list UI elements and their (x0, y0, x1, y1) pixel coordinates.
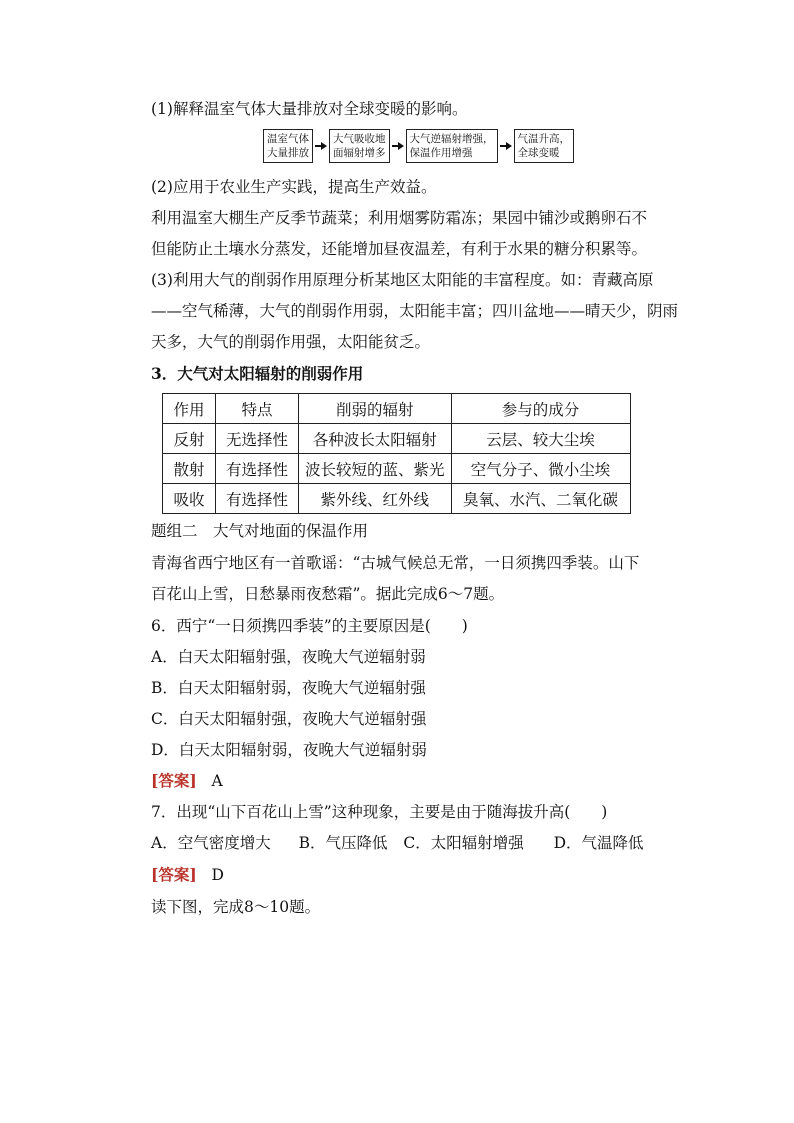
read-figure-instruction: 读下图，完成8～10题。 (151, 898, 321, 916)
table-header-cell: 参与的成分 (451, 394, 630, 424)
flow-box-1-line-2: 大量排放 (267, 147, 309, 159)
q6-option-a: A．白天太阳辐射强，夜晚大气逆辐射弱 (151, 648, 426, 666)
answer-value: D (211, 866, 224, 884)
arrow-right-icon (392, 141, 404, 151)
intro-line-2: 百花山上雪，日愁暴雨夜愁霜”。据此完成6～7题。 (151, 585, 505, 603)
table-header-row (163, 394, 631, 424)
p2-title: (2)应用于农业生产实践，提高生产效益。 (151, 178, 437, 196)
table-cell: 反射 (163, 424, 216, 454)
p3-body-line-1: (3)利用大气的削弱作用原理分析某地区太阳能的丰富程度。如：青藏高原 (151, 271, 654, 289)
arrow-right-icon (315, 141, 327, 151)
answer-value: A (211, 772, 223, 790)
table-cell: 空气分子、微小尘埃 (451, 454, 630, 484)
flow-box-3 (406, 129, 498, 163)
q7-option-d: D．气温降低 (553, 834, 644, 852)
flow-box-4 (514, 129, 575, 163)
q7-stem: 7．出现“山下百花山上雪”这种现象，主要是由于随海拔升高( ) (151, 803, 608, 821)
arrow-right-icon (500, 141, 512, 151)
q6-answer (151, 771, 223, 791)
table-row (163, 454, 631, 484)
table-cell: 波长较短的蓝、紫光 (299, 454, 452, 484)
table-row (163, 424, 631, 454)
p1-title: (1)解释温室气体大量排放对全球变暖的影响。 (151, 100, 468, 118)
flow-box-4-line-1: 气温升高， (517, 133, 570, 145)
p2-body-line-2: 但能防止土壤水分蒸发，还能增加昼夜温差，有利于水果的糖分积累等。 (151, 240, 648, 258)
table-row (163, 484, 631, 514)
group-2-heading: 题组二 大气对地面的保温作用 (151, 522, 369, 540)
flow-box-3-line-1: 大气逆辐射增强， (409, 133, 494, 145)
answer-label: [答案] (151, 865, 197, 884)
q6-option-c: C．白天太阳辐射强，夜晚大气逆辐射强 (151, 710, 427, 728)
table-header-cell: 作用 (163, 394, 216, 424)
section-3-heading: 3．大气对太阳辐射的削弱作用 (151, 364, 364, 383)
q7-answer (151, 865, 224, 885)
table-header-cell: 特点 (216, 394, 299, 424)
table-cell: 有选择性 (216, 454, 299, 484)
table-cell: 吸收 (163, 484, 216, 514)
p3-body-line-3: 天多，大气的削弱作用强，太阳能贫乏。 (151, 333, 431, 351)
q6-stem: 6．西宁“一日须携四季装”的主要原因是( ) (151, 617, 468, 635)
q7-option-a: A．空气密度增大 (151, 834, 271, 852)
table-cell: 无选择性 (216, 424, 299, 454)
table-header-cell: 削弱的辐射 (299, 394, 452, 424)
table-cell: 紫外线、红外线 (299, 484, 452, 514)
q6-option-b: B．白天太阳辐射弱，夜晚大气逆辐射强 (151, 679, 426, 697)
table-cell: 云层、较大尘埃 (451, 424, 630, 454)
table-cell: 臭氧、水汽、二氧化碳 (451, 484, 630, 514)
flow-box-1 (263, 129, 313, 163)
flow-box-3-line-2: 保温作用增强 (409, 147, 473, 159)
flow-diagram (263, 128, 574, 164)
intro-line-1: 青海省西宁地区有一首歌谣：“古城气候总无常，一日须携四季装。山下 (151, 554, 640, 572)
p3-body-line-2: ——空气稀薄，大气的削弱作用弱，太阳能丰富；四川盆地——晴天少，阴雨 (151, 302, 679, 320)
flow-box-1-line-1: 温室气体 (267, 133, 309, 145)
table-cell: 散射 (163, 454, 216, 484)
q7-option-b: B．气压降低 (298, 834, 388, 852)
flow-box-4-line-2: 全球变暖 (517, 147, 560, 159)
flow-box-2-line-2: 面辐射增多 (333, 147, 386, 159)
table-cell: 有选择性 (216, 484, 299, 514)
q7-options (151, 833, 644, 853)
answer-label: [答案] (151, 771, 197, 790)
table-cell: 各种波长太阳辐射 (299, 424, 452, 454)
flow-box-2 (329, 129, 390, 163)
attenuation-table (162, 393, 631, 514)
q6-option-d: D．白天太阳辐射弱，夜晚大气逆辐射弱 (151, 741, 427, 759)
p2-body-line-1: 利用温室大棚生产反季节蔬菜；利用烟雾防霜冻；果园中铺沙或鹅卵石不 (151, 209, 648, 227)
flow-box-2-line-1: 大气吸收地 (333, 133, 386, 145)
q7-option-c: C．太阳辐射增强 (403, 834, 524, 852)
